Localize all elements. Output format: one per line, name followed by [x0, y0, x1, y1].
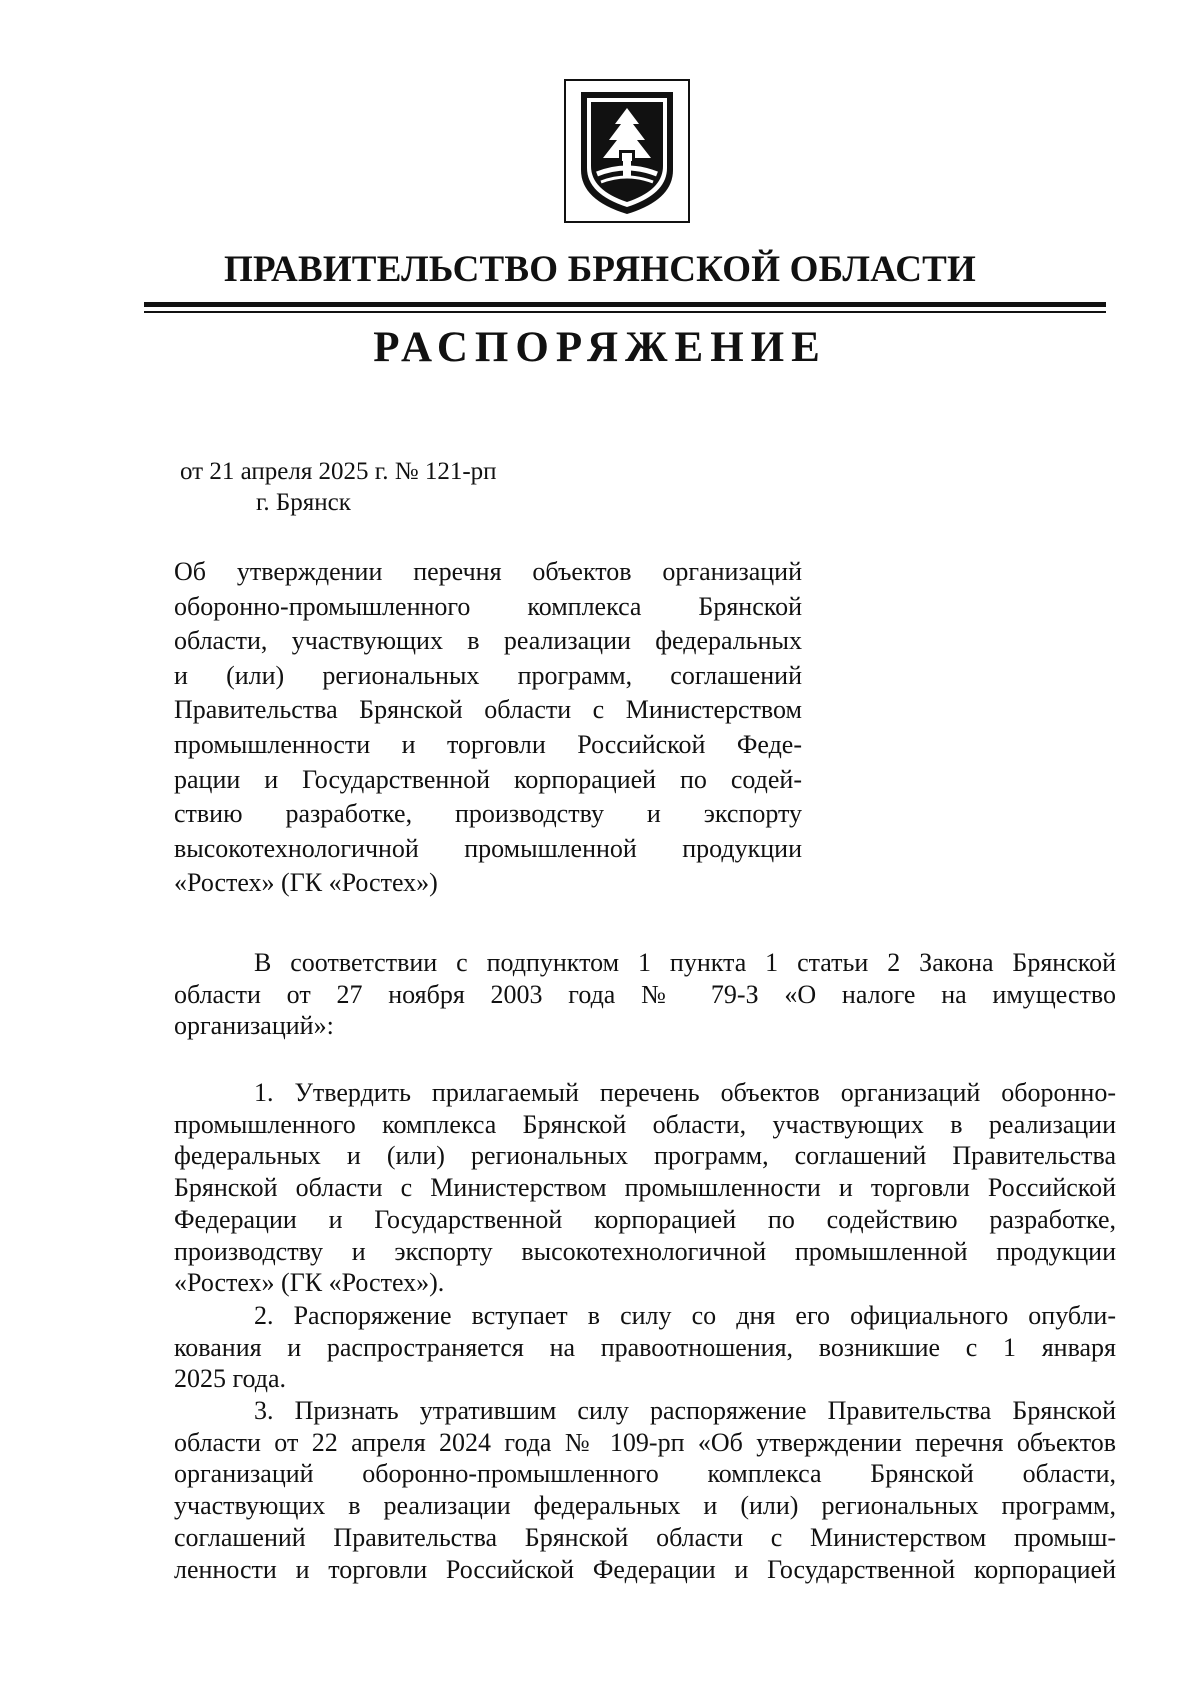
- paragraph-line: федеральных и (или) региональных программ, соглашений Правительства: [174, 1141, 1116, 1171]
- subject-line: «Ростех» (ГК «Ростех»): [174, 868, 438, 898]
- paragraph-line: участвующих в реализации федеральных и (или) региональных программ,: [174, 1491, 1116, 1521]
- subject-line: рации и Государственной корпорацией по содей-: [174, 764, 802, 794]
- paragraph-line: ленности и торговли Российской Федерации и Государственной корпорацией: [174, 1554, 1116, 1584]
- subject-line: оборонно-промышленного комплекса Брянской: [174, 591, 802, 621]
- paragraph-line: 1. Утвердить прилагаемый перечень объектов организаций оборонно-: [254, 1078, 1116, 1107]
- document-date-number: от 21 апреля 2025 г. № 121-рп: [180, 458, 497, 485]
- paragraph-line: «Ростех» (ГК «Ростех»).: [174, 1268, 445, 1298]
- document-subject: [174, 555, 802, 901]
- item-3-paragraph: [174, 1395, 1116, 1585]
- paragraph-line: Федерации и Государственной корпорацией по содействию разработке,: [174, 1204, 1116, 1234]
- bryansk-oblast-coat-of-arms-icon: [563, 78, 691, 224]
- paragraph-line: 2. Распоряжение вступает в силу со дня его официального опубли-: [254, 1301, 1116, 1330]
- document-city: г. Брянск: [256, 489, 351, 516]
- subject-line: области, участвующих в реализации федеральных: [174, 626, 802, 656]
- paragraph-line: кования и распространяется на правоотношения, возникшие с 1 января: [174, 1332, 1116, 1362]
- subject-line: Правительства Брянской области с Министерством: [174, 695, 802, 725]
- preamble-paragraph: [174, 947, 1116, 1042]
- item-2-paragraph: [174, 1300, 1116, 1395]
- paragraph-line: В соответствии с подпунктом 1 пункта 1 статьи 2 Закона Брянской: [254, 948, 1116, 977]
- paragraph-line: 3. Признать утратившим силу распоряжение Правительства Брянской: [254, 1396, 1116, 1425]
- item-1-paragraph: [174, 1077, 1116, 1299]
- subject-line: высокотехнологичной промышленной продукции: [174, 833, 802, 863]
- subject-line: ствию разработке, производству и экспорту: [174, 799, 802, 829]
- subject-line: и (или) региональных программ, соглашений: [174, 660, 802, 690]
- paragraph-line: организаций»:: [174, 1011, 334, 1041]
- document-type-title: РАСПОРЯЖЕНИЕ: [373, 324, 827, 371]
- paragraph-line: области от 27 ноября 2003 года № 79-З «О налоге на имущество: [174, 979, 1116, 1009]
- paragraph-line: организаций оборонно-промышленного комплекса Брянской области,: [174, 1459, 1116, 1489]
- header-divider-thick: [144, 302, 1106, 307]
- paragraph-line: Брянской области с Министерством промышленности и торговли Российской: [174, 1173, 1116, 1203]
- header-divider-thin: [144, 311, 1106, 313]
- paragraph-line: производству и экспорту высокотехнологичной промышленной продукции: [174, 1236, 1116, 1266]
- paragraph-line: области от 22 апреля 2024 года № 109-рп «Об утверждении перечня объектов: [174, 1427, 1116, 1457]
- paragraph-line: 2025 года.: [174, 1364, 287, 1394]
- subject-line: промышленности и торговли Российской Феде-: [174, 729, 802, 759]
- paragraph-line: соглашений Правительства Брянской области с Министерством промыш-: [174, 1522, 1116, 1552]
- paragraph-line: промышленного комплекса Брянской области, участвующих в реализации: [174, 1109, 1116, 1139]
- subject-line: Об утверждении перечня объектов организаций: [174, 557, 802, 586]
- government-title: ПРАВИТЕЛЬСТВО БРЯНСКОЙ ОБЛАСТИ: [223, 249, 977, 290]
